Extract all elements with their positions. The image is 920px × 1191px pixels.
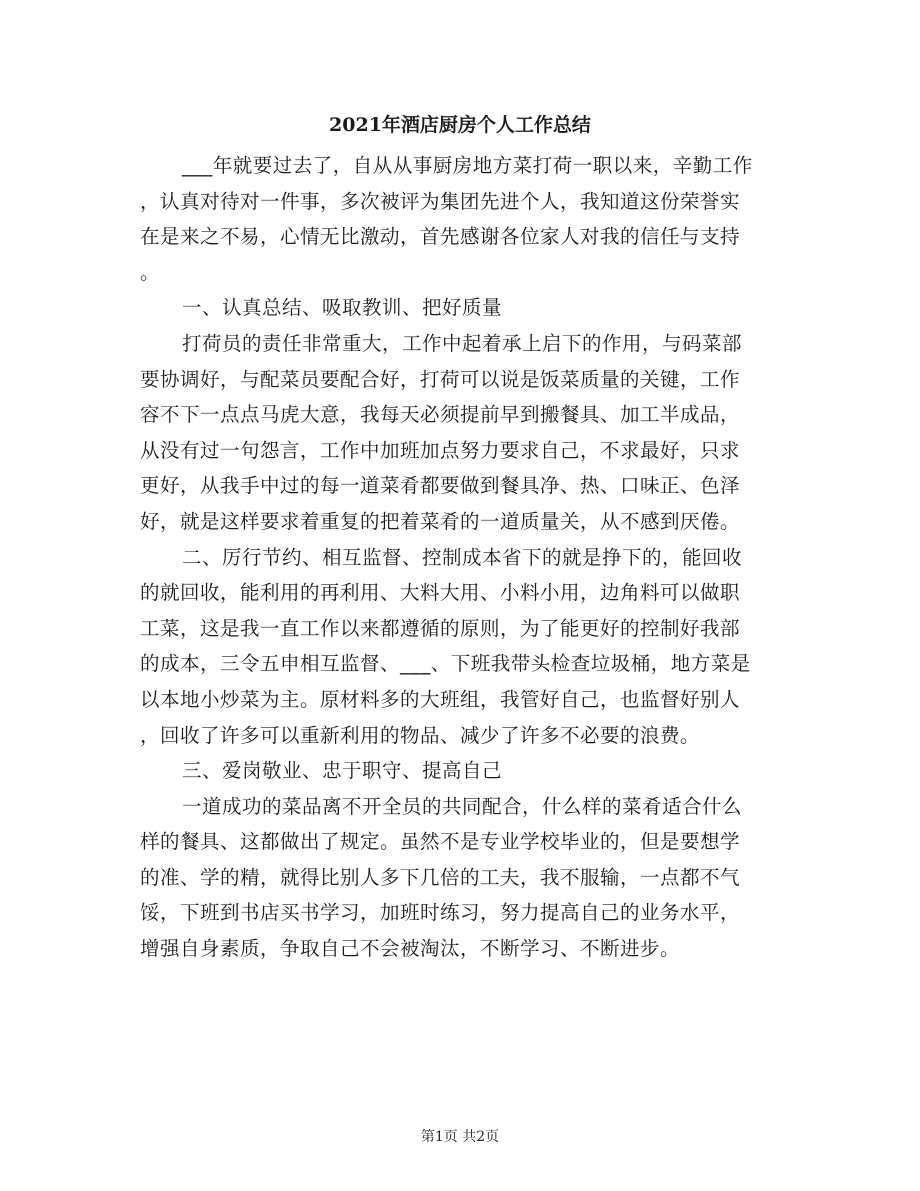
body-line: 好，就是这样要求着重复的把着菜肴的一道质量关，从不感到厌倦。 [140, 509, 741, 533]
body-line: 。 [140, 260, 161, 284]
body-line: 的成本，三令五申相互监督、___、下班我带头检查垃圾桶，地方菜是 [140, 652, 751, 676]
body-line: 工菜，这是我一直工作以来都遵循的原则，为了能更好的控制好我部 [140, 616, 741, 640]
body-line: ，回收了许多可以重新利用的物品、减少了许多不必要的浪费。 [140, 723, 701, 747]
page-number: 第1页 共2页 [420, 1129, 500, 1145]
section-heading-1: 一、认真总结、吸取教训、把好质量 [182, 296, 503, 320]
body-line: 以本地小炒菜为主。原材料多的大班组，我管好自己，也监督好别人 [140, 687, 741, 711]
body-line: 的就回收，能利用的再利用、大料大用、小料小用，边角料可以做职 [140, 581, 741, 605]
body-line: 馁，下班到书店买书学习，加班时练习，努力提高自己的业务水平， [140, 901, 741, 925]
body-line: 在是来之不易，心情无比激动，首先感谢各位家人对我的信任与支持 [140, 225, 741, 249]
document-body [140, 148, 780, 967]
body-line: 容不下一点点马虎大意，我每天必须提前早到搬餐具、加工半成品， [140, 403, 741, 427]
section-heading-3: 三、爱岗敬业、忠于职守、提高自己 [182, 759, 503, 783]
body-line: 要协调好，与配菜员要配合好，打荷可以说是饭菜质量的关键，工作 [140, 367, 741, 391]
body-line: 一道成功的菜品离不开全员的共同配合，什么样的菜肴适合什么 [182, 794, 743, 818]
body-line: 增强自身素质，争取自己不会被淘汰，不断学习、不断进步。 [140, 937, 681, 961]
document-title: 2021年酒店厨房个人工作总结 [329, 114, 591, 136]
body-line: ___年就要过去了，自从从事厨房地方菜打荷一职以来，辛勤工作 [182, 154, 753, 177]
section-heading-2: 二、厉行节约、相互监督、控制成本省下的就是挣下的，能回收 [182, 545, 743, 569]
body-line: 更好，从我手中过的每一道菜肴都要做到餐具净、热、口味正、色泽 [140, 474, 741, 498]
body-line: 样的餐具、这都做出了规定。虽然不是专业学校毕业的，但是要想学 [140, 830, 741, 854]
body-line: 从没有过一句怨言，工作中加班加点努力要求自己，不求最好，只求 [140, 438, 741, 462]
body-line: 打荷员的责任非常重大，工作中起着承上启下的作用，与码菜部 [182, 331, 743, 355]
body-line: ，认真对待对一件事，多次被评为集团先进个人，我知道这份荣誉实 [140, 189, 741, 213]
body-line: 的准、学的精，就得比别人多下几倍的工夫，我不服输，一点都不气 [140, 865, 741, 889]
